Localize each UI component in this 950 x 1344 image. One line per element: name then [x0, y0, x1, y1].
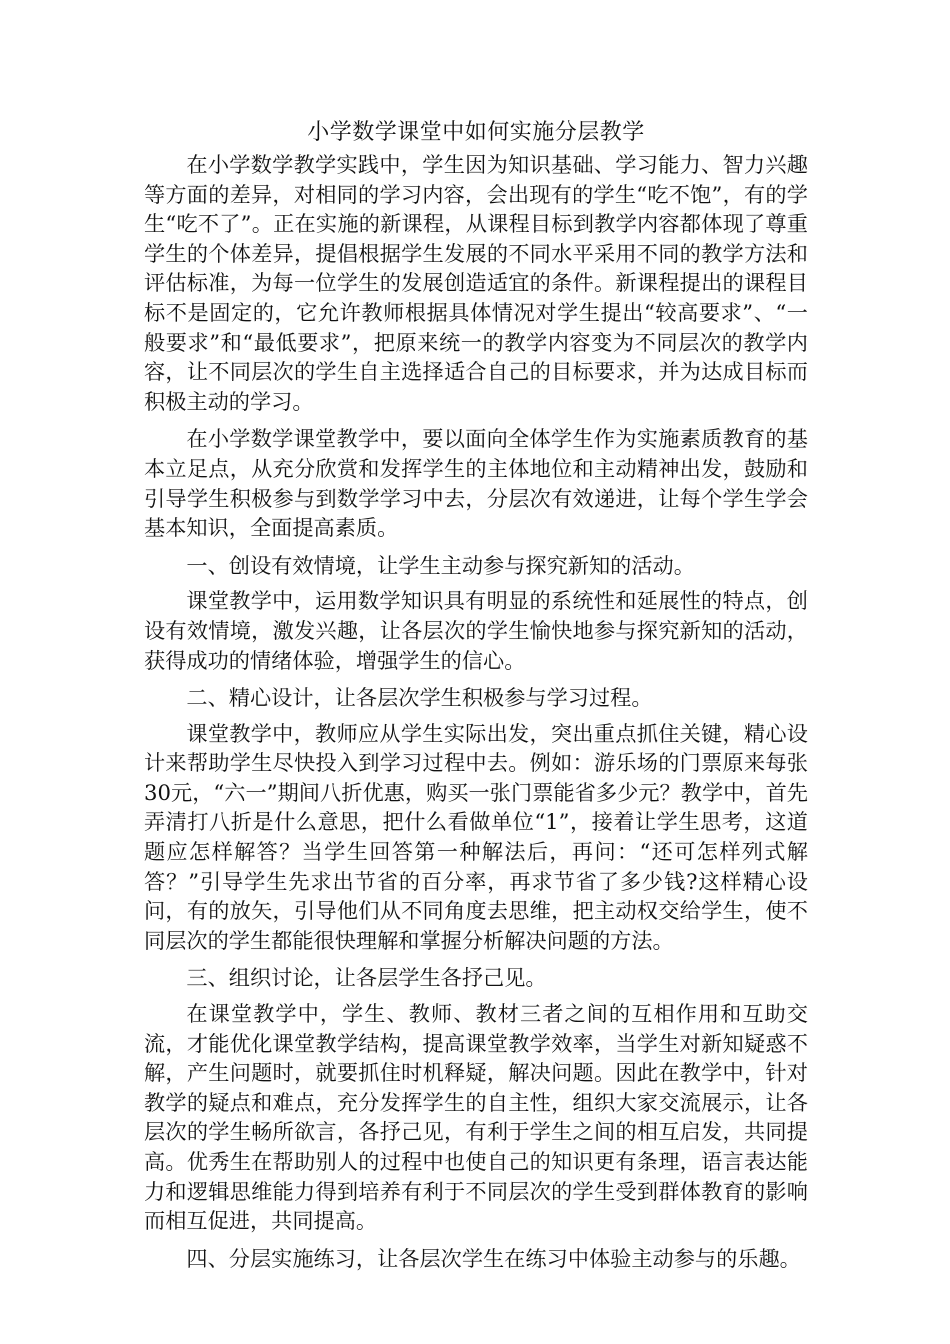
paragraph-intro: 在小学数学教学实践中，学生因为知识基础、学习能力、智力兴趣等方面的差异，对相同的学习内容，会出现有的学生“吃不饱”，有的学生“吃不了”。正在实施的新课程，从课程目标到教学内容都体现了尊重学生的个体差异，提倡根据学生发展的不同水平采用不同的教学方法和评估标准，为每一位学生的发展创造适宜的条件。新课程提出的课程目标不是固定的，它允许教师根据具体情况对学生提出“较高要求”、“一般要求”和“最低要求”，把原来统一的教学内容变为不同层次的教学内容，让不同层次的学生自主选择适合自己的目标要求，并为达成目标而积极主动的学习。: [144, 152, 808, 414]
section-heading-2: 二、精心设计，让各层次学生积极参与学习过程。: [186, 685, 653, 711]
paragraph-section-2: 课堂教学中，教师应从学生实际出发，突出重点抓住关键，精心设计来帮助学生尽快投入到学习过程中去。例如：游乐场的门票原来每张30元，“六一”期间八折优惠，购买一张门票能省多少元？教学中，首先弄清打八折是什么意思，把什么看做单位“1”，接着让学生思考，这道题应怎样解答？当学生回答第一种解法后，再问：“还可怎样列式解答？”引导学生先求出节省的百分率，再求节省了多少钱?这样精心设问，有的放矢，引导他们从不同角度去思维，把主动权交给学生，使不同层次的学生都能很快理解和掌握分析解决问题的方法。: [144, 720, 808, 953]
section-heading-4: 四、分层实施练习，让各层次学生在练习中体验主动参与的乐趣。: [186, 1245, 801, 1271]
document-body: [144, 118, 808, 1279]
section-heading-1: 一、创设有效情境，让学生主动参与探究新知的活动。: [186, 552, 695, 578]
paragraph-section-1: 课堂教学中，运用数学知识具有明显的系统性和延展性的特点，创设有效情境，激发兴趣，让各层次的学生愉快地参与探究新知的活动，获得成功的情绪体验，增强学生的信心。: [144, 588, 808, 673]
section-heading-3: 三、组织讨论，让各层学生各抒己见。: [186, 965, 547, 991]
paragraph-section-3: 在课堂教学中，学生、教师、教材三者之间的互相作用和互助交流，才能优化课堂教学结构，提高课堂教学效率，当学生对新知疑惑不解，产生问题时，就要抓住时机释疑，解决问题。因此在教学中，针对教学的疑点和难点，充分发挥学生的自主性，组织大家交流展示，让各层次的学生畅所欲言，各抒己见，有利于学生之间的相互启发，共同提高。优秀生在帮助别人的过程中也使自己的知识更有条理，语言表达能力和逻辑思维能力得到培养有利于不同层次的学生受到群体教育的影响而相互促进，共同提高。: [144, 1001, 808, 1234]
paragraph-foundation: 在小学数学课堂教学中，要以面向全体学生作为实施素质教育的基本立足点，从充分欣赏和发挥学生的主体地位和主动精神出发，鼓励和引导学生积极参与到数学学习中去，分层次有效递进，让每个学生学会基本知识，全面提高素质。: [144, 426, 808, 541]
document-title: 小学数学课堂中如何实施分层教学: [307, 120, 645, 145]
